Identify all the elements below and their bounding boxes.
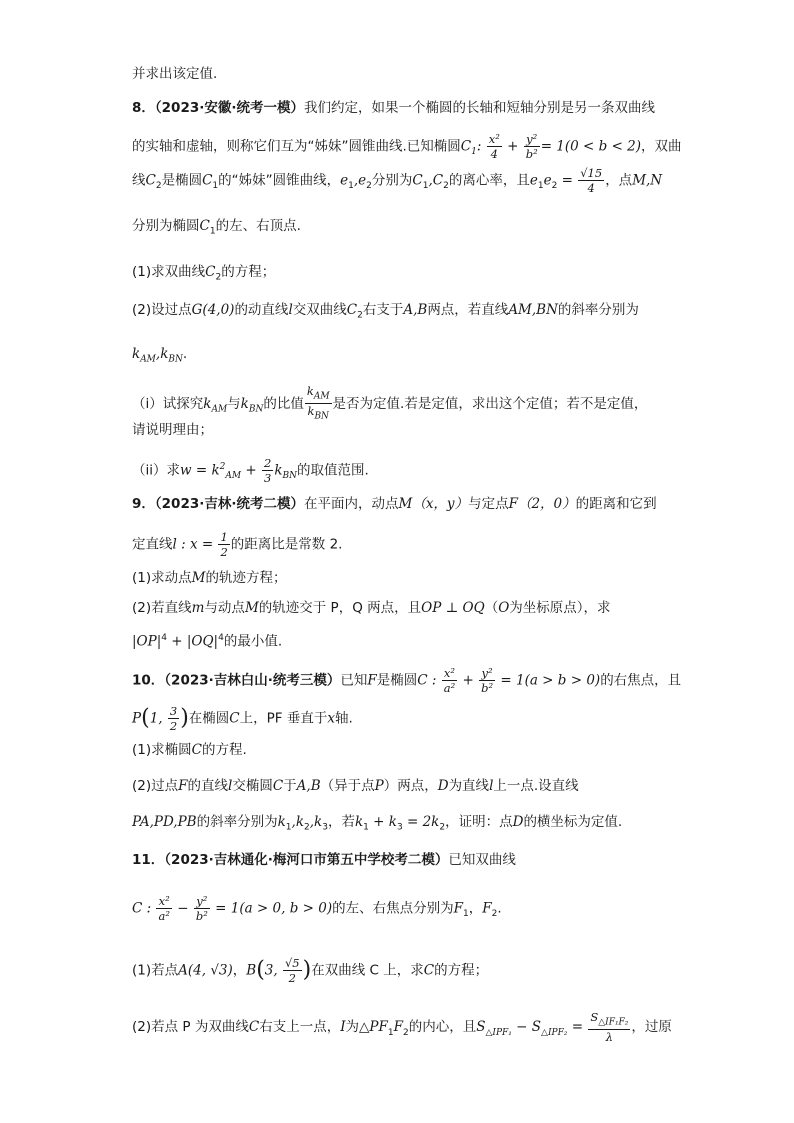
sentence: 右支于 <box>362 302 404 318</box>
sentence: 的方程； <box>434 962 489 979</box>
fraction: $\frac{√5}{2}$ <box>284 956 300 985</box>
sentence: 是否为定值.若是定值，求出这个定值；若不是定值， <box>332 395 648 412</box>
sentence: 的“姊妹”圆锥曲线， <box>218 172 341 189</box>
text-line: (1)求双曲线$C_2$的方程； <box>132 264 276 283</box>
sentence: 的取值范围. <box>297 462 369 479</box>
sentence: 已知 <box>340 672 368 689</box>
text-line: PA,PD,PB的斜率分别为$k_1,k_2,k_3$，若$k_1 + k_3 = 2k_2$，证明：点D的横坐标为定值. <box>132 814 623 833</box>
sentence: 与定点 <box>468 496 509 512</box>
sentence: 的方程. <box>201 742 247 758</box>
sentence: 为直线 <box>448 778 490 794</box>
sentence: (2)若直线 <box>132 600 192 616</box>
question-number: 10． <box>132 672 165 689</box>
sentence: 是椭圆 <box>161 172 203 189</box>
fraction: $\frac{S_{\triangle IF_1F_2}}{\lambda}$ <box>590 1010 629 1045</box>
sentence: (1)求椭圆 <box>132 742 192 758</box>
sentence: 上一点.设直线 <box>493 778 579 794</box>
sentence: 的左、右焦点分别为 <box>332 900 454 917</box>
sentence: (1)若点 <box>132 962 179 979</box>
numerator: y² <box>524 132 540 147</box>
text-line: 分别为椭圆$C_1$的左、右顶点. <box>132 218 301 237</box>
denominator: 4 <box>587 181 595 195</box>
math-expression: F（2，0） <box>508 496 576 512</box>
text-line: $k_{AM},k_{BN}$. <box>132 346 188 365</box>
sentence: 交双曲线 <box>292 302 347 318</box>
sentence: 与动点 <box>204 600 245 616</box>
sentence: （ <box>484 600 499 616</box>
sentence: 定直线 <box>132 536 173 553</box>
sentence: 的实轴和虚轴，则称它们互为“姊妹”圆锥曲线.已知椭圆 <box>132 138 461 155</box>
sentence: 的最小值. <box>223 633 283 650</box>
question-10-header: 10．（2023·吉林白山·统考三模）已知F是椭圆C : $\frac{\text{x²}}{\text{a²}}$ + $\frac{\text{y²}}{\text{b²}}$ = 1(a > b > 0)的右焦点，且 <box>132 666 682 695</box>
text-line: (2)过点F的直线l交椭圆C于A,B（异于点P）两点，D为直线l上一点.设直线 <box>132 778 579 794</box>
sentence: 是椭圆 <box>376 672 418 689</box>
sentence: ，若 <box>327 814 355 830</box>
text-line: (2)若点 P 为双曲线C右支上一点，I为$\triangle PF_1F_2$的内心，且$S_{\triangle IPF_1} - S_{\triangle IPF_2}$ = $\frac{S_{\triangle IF_1F_2}}{\lambda}$ ，过原 <box>132 1010 672 1045</box>
fraction: $\frac{\text{x²}}{\text{a²}}$ <box>158 894 170 923</box>
sentence: ，过原 <box>631 1019 672 1036</box>
question-source: （2023·吉林·统考二模） <box>154 496 304 512</box>
sentence: . <box>497 900 502 917</box>
sentence: 的轨迹方程； <box>205 570 287 586</box>
text-line: （ii）求$w = k^2_{AM}$ + $\frac{2}{3}$ $k_{BN}$的取值范围. <box>132 456 369 485</box>
fraction: $\frac{k_{AM}}{k_{BN}}$ <box>306 384 330 422</box>
sentence: ， <box>468 900 483 917</box>
sentence: 轴. <box>334 710 353 727</box>
sentence: (1)求动点 <box>132 570 192 586</box>
text-line: (1)求动点M的轨迹方程； <box>132 570 287 586</box>
sentence: 的动直线 <box>234 302 289 318</box>
sentence: 的斜率分别为 <box>557 302 639 318</box>
fraction <box>524 132 540 161</box>
sentence: 分别为椭圆 <box>132 218 200 234</box>
math-subscript: 1 <box>471 147 477 158</box>
sentence: ，双曲 <box>641 138 682 155</box>
question-9-header <box>132 494 657 514</box>
text-line: 线$C_2$是椭圆$C_1$的“姊妹”圆锥曲线，$e_1,e_2$分别为$C_1,C_2$的离心率，且$e_1e_2$ = $\frac{√15}{4}$ ，点M,N <box>132 166 663 195</box>
sentence: 线 <box>132 172 146 189</box>
sentence: 的离心率，且 <box>448 172 530 189</box>
sentence: ，证明：点 <box>445 814 513 830</box>
sentence: 的横坐标为定值. <box>523 814 623 830</box>
sentence: （ii）求 <box>132 462 181 479</box>
text-line: (1)求椭圆C的方程. <box>132 742 247 758</box>
sentence: （异于点 <box>320 778 375 794</box>
text-line: (2)若直线m与动点M的轨迹交于 P，Q 两点，且OP ⊥ OQ（O为坐标原点），求 <box>132 600 611 616</box>
question-number: 11． <box>132 852 165 868</box>
sentence: 的内心，且 <box>408 1019 477 1036</box>
sentence: (1)求双曲线 <box>132 264 206 280</box>
sentence: 在双曲线 C 上，求 <box>311 962 424 979</box>
question-number: 8． <box>132 100 155 116</box>
denominator: 4 <box>490 147 498 161</box>
text-line: $|OP|^4 + |OQ|^4$的最小值. <box>132 633 283 650</box>
numerator: x² <box>488 132 500 146</box>
fraction <box>578 166 604 195</box>
sentence: 的斜率分别为 <box>196 814 278 830</box>
sentence: 的距离比是常数 2. <box>230 536 343 553</box>
sentence: 的左、右顶点. <box>215 218 301 234</box>
sentence: ， <box>232 962 247 979</box>
fraction: $\frac{2}{3}$ <box>264 456 272 485</box>
text-line: (2)设过点G(4,0)的动直线l交双曲线$C_2$右支于A,B两点，若直线AM,BN的斜率分别为 <box>132 302 639 321</box>
question-8-header <box>132 98 655 118</box>
text-line: 定直线l : x = $\frac{1}{2}$ 的距离比是常数 2. <box>132 530 343 559</box>
sentence: 已知双曲线 <box>448 852 516 868</box>
sentence: (2)过点 <box>132 778 179 794</box>
fraction: $\frac{\text{y²}}{\text{b²}}$ <box>481 666 494 695</box>
sentence: 为坐标原点），求 <box>509 600 611 616</box>
sentence: （i）试探究 <box>132 395 204 412</box>
sentence: 上，PF 垂直于 <box>239 710 328 727</box>
text-line: （i）试探究$k_{AM}$与$k_{BN}$的比值 $\frac{k_{AM}}{k_{BN}}$ 是否为定值.若是定值，求出这个定值；若不是定值， <box>132 384 648 422</box>
question-source: （2023·吉林白山·统考三模） <box>164 672 341 689</box>
sentence: 两点，若直线 <box>427 302 509 318</box>
sentence: . <box>182 346 188 362</box>
denominator: b² <box>525 147 538 161</box>
text-line <box>132 64 217 84</box>
question-11-header <box>132 850 516 870</box>
sentence: 于 <box>283 778 297 794</box>
sentence: 交椭圆 <box>232 778 273 794</box>
text-line: P(1, $\frac{3}{2}$ )在椭圆C上，PF 垂直于x轴. <box>132 704 353 733</box>
sentence: 的右焦点，且 <box>600 672 682 689</box>
sentence: 分别为 <box>371 172 413 189</box>
text-line <box>132 420 213 440</box>
sentence: 右支上一点， <box>259 1019 341 1036</box>
fraction <box>487 132 502 161</box>
math-expression: M（x，y） <box>398 496 469 512</box>
sentence: 的直线 <box>187 778 228 794</box>
sentence: 的距离和它到 <box>575 496 657 512</box>
question-source: （2023·安徽·统考一模） <box>154 100 304 116</box>
sentence: (2)设过点 <box>132 302 192 318</box>
sentence: 我们约定，如果一个椭圆的长轴和短轴分别是另一条双曲线 <box>304 100 655 116</box>
text-line: 的实轴和虚轴，则称它们互为“姊妹”圆锥曲线.已知椭圆$C_1$: $\frac{\text{x²}}{4}$ + $\frac{\text{y²}}{\text{b²}}$ = 1(0 < b < 2)，双曲 <box>132 132 682 161</box>
fraction: $\frac{1}{2}$ <box>220 530 228 559</box>
fraction: $\frac{3}{2}$ <box>169 704 178 733</box>
question-number: 9． <box>132 496 155 512</box>
sentence: 请说明理由； <box>132 422 213 438</box>
sentence: ）两点， <box>383 778 438 794</box>
sentence: (2)若点 P 为双曲线 <box>132 1019 249 1036</box>
sentence: 在平面内，动点 <box>304 496 399 512</box>
math-expression: = 1(0 < b < 2) <box>540 138 642 155</box>
sentence: 的比值 <box>263 395 304 412</box>
sentence: 与 <box>227 395 241 412</box>
fraction: $\frac{\text{x²}}{\text{a²}}$ <box>443 666 456 695</box>
question-source: （2023·吉林通化·梅河口市第五中学校考二模） <box>164 852 449 868</box>
text-line: (1)若点A(4, √3)，B(3, $\frac{√5}{2}$ )在双曲线 C 上，求C的方程； <box>132 956 489 985</box>
text-line: C : $\frac{\text{x²}}{\text{a²}}$ − $\frac{\text{y²}}{\text{b²}}$ = 1(a > 0, b > 0)的左、右焦点分别为$F_1$，$F_2$. <box>132 894 502 923</box>
sentence: 在椭圆 <box>188 710 230 727</box>
sentence: 的方程； <box>221 264 276 280</box>
sentence: ，点 <box>605 172 633 189</box>
math-symbol: C <box>460 138 472 155</box>
numerator: √15 <box>580 166 603 180</box>
sentence: 为 <box>345 1019 360 1036</box>
sentence: 的轨迹交于 P，Q 两点，且 <box>258 600 422 616</box>
sentence: 并求出该定值. <box>132 66 218 82</box>
fraction: $\frac{\text{y²}}{\text{b²}}$ <box>195 894 208 923</box>
